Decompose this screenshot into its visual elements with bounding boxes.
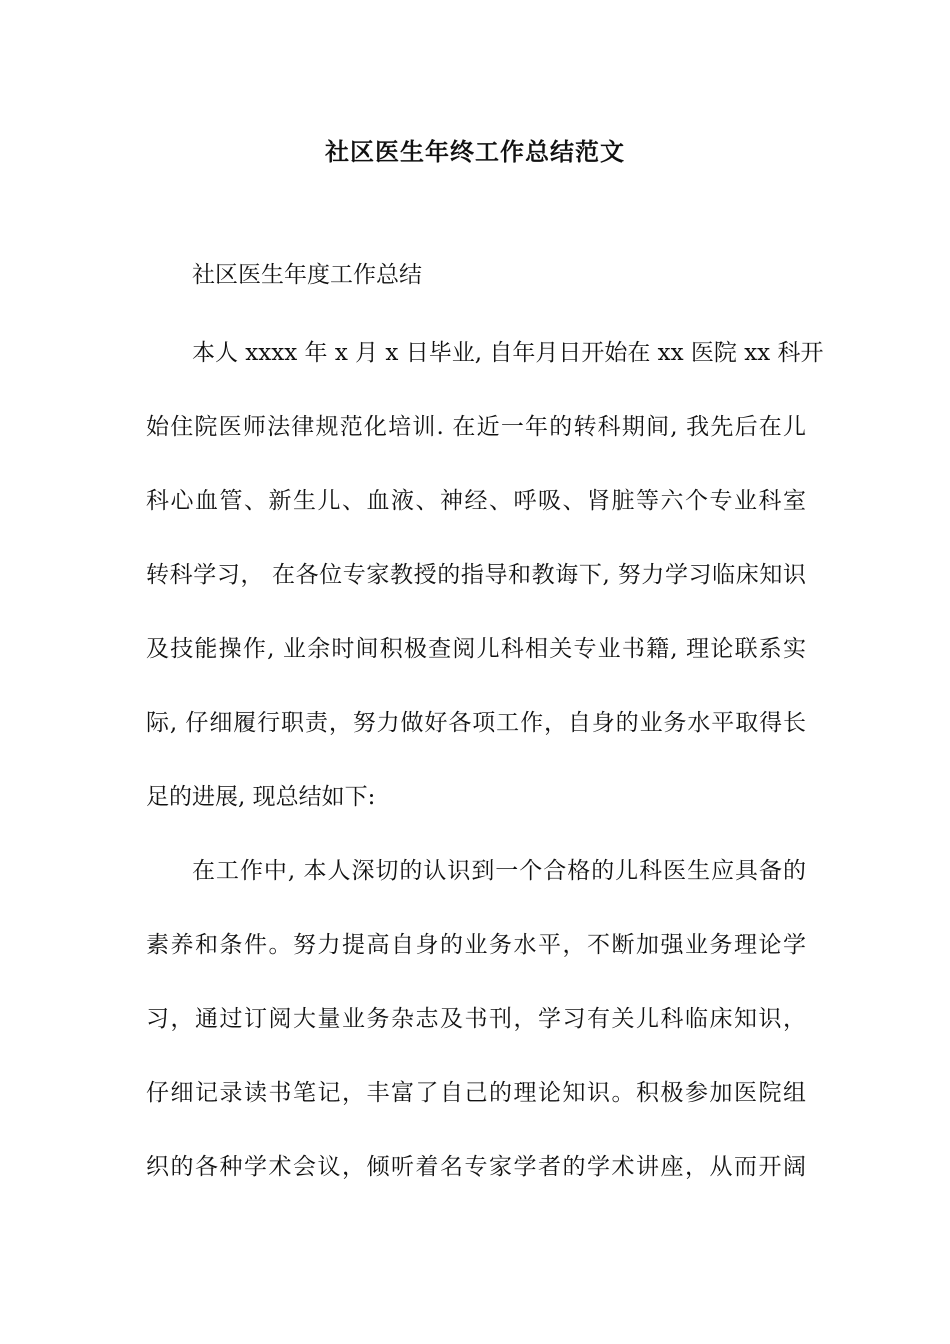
paragraph-line: 足的进展, 现总结如下: xyxy=(146,784,376,810)
document-title: 社区医生年终工作总结范文 xyxy=(325,137,625,166)
paragraph-line: 始住院医师法律规范化培训. 在近一年的转科期间, 我先后在儿 xyxy=(146,414,806,440)
section-heading: 社区医生年度工作总结 xyxy=(192,262,422,288)
paragraph-line: 转科学习， 在各位专家教授的指导和教诲下, 努力学习临床知识 xyxy=(146,562,806,588)
paragraph-line: 际, 仔细履行职责，努力做好各项工作，自身的业务水平取得长 xyxy=(146,710,806,736)
paragraph-line: 在工作中, 本人深切的认识到一个合格的儿科医生应具备的 xyxy=(192,858,806,884)
paragraph-line: 习，通过订阅大量业务杂志及书刊，学习有关儿科临床知识， xyxy=(146,1006,806,1032)
paragraph-line: 织的各种学术会议，倾听着名专家学者的学术讲座，从而开阔 xyxy=(146,1154,806,1180)
paragraph-line: 科心血管、新生儿、血液、神经、呼吸、肾脏等六个专业科室 xyxy=(146,488,806,514)
paragraph-line: 素养和条件。努力提高自身的业务水平，不断加强业务理论学 xyxy=(146,932,806,958)
paragraph-line: 仔细记录读书笔记，丰富了自己的理论知识。积极参加医院组 xyxy=(146,1080,806,1106)
paragraph-line: 本人 xxxx 年 x 月 x 日毕业, 自年月日开始在 xx 医院 xx 科开 xyxy=(192,340,824,366)
paragraph-line: 及技能操作, 业余时间积极查阅儿科相关专业书籍, 理论联系实 xyxy=(146,636,806,662)
